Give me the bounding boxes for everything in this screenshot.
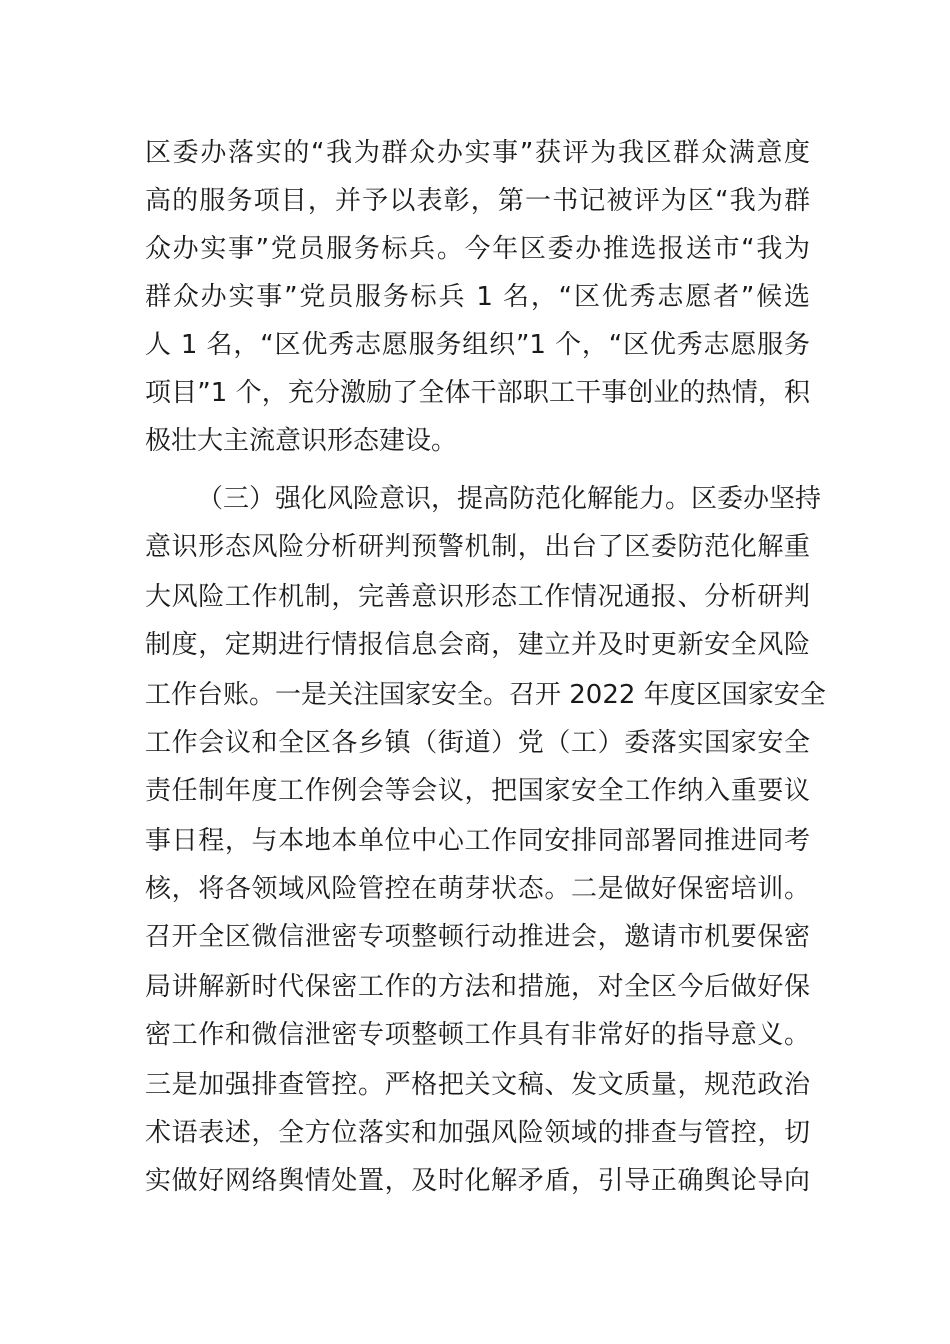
text-line-9: 意识形态风险分析研判预警机制，出台了区委防范化解重: [145, 532, 810, 562]
text-line-10: 大风险工作机制，完善意识形态工作情况通报、分析研判: [145, 582, 810, 612]
text-line-14: 责任制年度工作例会等会议，把国家安全工作纳入重要议: [145, 776, 810, 806]
text-line-1: 区委办落实的“我为群众办实事”获评为我区群众满意度: [145, 138, 810, 168]
text-line-17: 召开全区微信泄密专项整顿行动推进会，邀请市机要保密: [145, 922, 810, 952]
text-line-13: 工作会议和全区各乡镇（街道）党（工）委落实国家安全: [145, 728, 810, 758]
text-line-4: 群众办实事”党员服务标兵 1 名，“区优秀志愿者”候选: [145, 282, 810, 312]
text-line-3: 众办实事”党员服务标兵。今年区委办推选报送市“我为: [145, 234, 810, 264]
text-line-15: 事日程，与本地本单位中心工作同安排同部署同推进同考: [145, 826, 810, 856]
text-line-5: 人 1 名，“区优秀志愿服务组织”1 个，“区优秀志愿服务: [145, 330, 810, 360]
text-line-21: 术语表述，全方位落实和加强风险领域的排查与管控，切: [145, 1118, 810, 1148]
text-line-19: 密工作和微信泄密专项整顿工作具有非常好的指导意义。: [145, 1020, 810, 1050]
text-line-11: 制度，定期进行情报信息会商，建立并及时更新安全风险: [145, 630, 810, 660]
text-line-22: 实做好网络舆情处置，及时化解矛盾，引导正确舆论导向: [145, 1166, 810, 1196]
text-line-7: 极壮大主流意识形态建设。: [145, 426, 458, 456]
text-line-12: 工作台账。一是关注国家安全。召开 2022 年度区国家安全: [145, 680, 826, 710]
text-line-8: （三）强化风险意识，提高防范化解能力。区委办坚持: [197, 484, 822, 514]
text-line-20: 三是加强排查管控。严格把关文稿、发文质量，规范政治: [145, 1070, 810, 1100]
text-line-18: 局讲解新时代保密工作的方法和措施，对全区今后做好保: [145, 972, 810, 1002]
text-line-2: 高的服务项目，并予以表彰，第一书记被评为区“我为群: [145, 186, 810, 216]
text-line-6: 项目”1 个，充分激励了全体干部职工干事创业的热情，积: [145, 378, 810, 408]
text-line-16: 核，将各领域风险管控在萌芽状态。二是做好保密培训。: [145, 874, 810, 904]
